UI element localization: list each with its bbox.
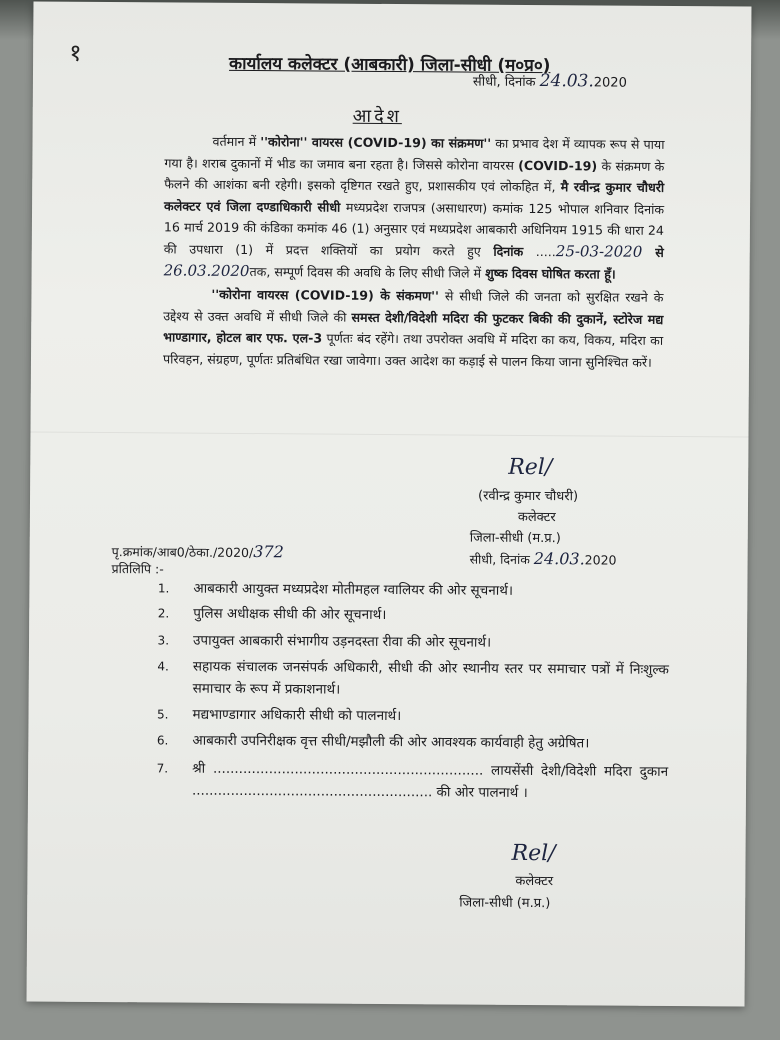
office-title: कार्यालय कलेक्टर (आबकारी) जिला-सीधी (म०प्र०) (228, 53, 551, 77)
para1-text-5: तक, सम्पूर्ण दिवस की अवधि के लिए सीधी जिले में (249, 263, 486, 281)
para2-text-1: से सीधी जिले की जनता को सुरक्षित रखने के उद्देश्य से उक्त अवधि में सीधी जिले की (163, 288, 664, 325)
copy-item-number: 1. (157, 581, 170, 596)
header-date-handwritten: 24.03. (539, 71, 594, 92)
copy-item (138, 703, 668, 729)
copy-item-text: मद्यभाण्डागार अधिकारी सीधी को पालनार्थ। (192, 706, 402, 725)
copy-list (138, 577, 670, 805)
collector-designation: कलेक्टर (517, 509, 556, 526)
file-mark: १ (69, 38, 82, 67)
collector-office-2: जिला-सीधी (म.प्र.) (459, 895, 551, 912)
para1-bold-collector: मै रवीन्द्र कुमार चौधरी कलेक्टर एवं जिला दण्डाधिकारी सीधी (164, 179, 665, 215)
copy-item-text: आबकारी उपनिरीक्षक वृत्त सीधी/मझौली की ओर आवश्यक कार्यवाही हेतु अग्रेषित। (192, 732, 590, 752)
copy-item (139, 602, 669, 628)
header-date (473, 71, 627, 92)
copy-item-text: उपायुक्त आबकारी संभागीय उड़नदस्ता रीवा की ओर सूचनार्थ। (192, 632, 492, 651)
copy-to-label: प्रतिलिपि :- (111, 561, 164, 577)
reference-date (470, 549, 617, 569)
copy-item (138, 757, 668, 805)
order-heading: आदेश (352, 105, 402, 128)
reference-date-year: 2020 (584, 552, 617, 568)
header-date-prefix: सीधी, दिनांक (472, 74, 536, 91)
order-paragraph-2 (163, 284, 664, 374)
para1-text-2: का प्रभाव देश में व्यापक रूप से पाया गया है। शराब दुकानों में भीड का जमाव बना रहता है। जिससे कोरोना वायरस (164, 135, 665, 173)
copy-item (139, 655, 669, 703)
copy-item-number: 3. (157, 633, 170, 648)
para1-bold-date-label: दिनांक (493, 243, 524, 259)
reference-date-prefix: सीधी, दिनांक (469, 551, 530, 567)
copy-item-text: पुलिस अधीक्षक सीधी की ओर सूचनार्थ। (193, 605, 387, 623)
copy-item-number: 7. (156, 761, 169, 776)
para1-dots: ..... (523, 243, 556, 260)
copy-item (139, 629, 669, 655)
date-from-handwritten: 25-03-2020 (555, 242, 643, 261)
paper-document (27, 2, 752, 1007)
para1-se: से (642, 244, 664, 260)
copy-item-number: 2. (157, 606, 170, 621)
copy-item (138, 729, 668, 755)
order-body (163, 130, 665, 373)
reference-number-handwritten: 372 (253, 542, 284, 562)
paper-fold (30, 431, 748, 437)
reference-number (112, 541, 284, 561)
copy-item-number: 5. (157, 707, 169, 722)
reference-date-handwritten: 24.03. (533, 549, 585, 569)
para2-bold-covid: ''कोरोना वायरस (COVID-19) के संकमण'' (211, 286, 439, 304)
order-paragraph-1 (164, 130, 665, 285)
copy-item-number: 4. (157, 659, 169, 674)
para2-bold-shops: समस्त देशी/विदेशी मदिरा की फुटकर बिकी की दुकानें, स्टोरेज मद्य भाण्डागार, होटल बार एफ. एल-3 (163, 309, 664, 346)
copy-item-text: सहायक संचालक जनसंपर्क अधिकारी, सीधी की ओर स्थानीय स्तर पर समाचार पत्रों में निःशुल्क समाचार के रूप में प्रकाशनार्थ। (192, 658, 669, 698)
collector-designation-2: कलेक्टर (515, 873, 554, 890)
collector-name: (रवीन्द्र कुमार चौधरी) (478, 488, 579, 505)
para1-bold-covid: ''कोरोना'' वायरस (COVID-19) का संक्रमण'' (260, 134, 492, 151)
para1-text-4: मध्यप्रदेश राजपत्र (असाधारण) कमांक 125 भोपाल शनिवार दिनांक 16 मार्च 2019 की कंडिका कमांक 46 (1) अनुसार एवं मध्यप्रदेश आबकारी अधिनियम 1915 की धारा 24 की उपधारा (1) में प्रदत्त शक्तियों का प्रयोग करते हुए (163, 199, 665, 259)
signature-scribble-1: Rel/ (508, 454, 553, 481)
para1-bold-covid-code: (COVID-19) (518, 157, 598, 174)
date-to-handwritten: 26.03.2020 (163, 260, 250, 280)
para1-text-3: के संक्रमण के फैलने की आशंका बनी रहेगी। इसको दृष्टिगत रखते हुए, प्रशासकीय एवं लोकहित में, (164, 158, 665, 195)
header-date-year: 2020 (593, 75, 627, 91)
copy-item-number: 6. (156, 733, 169, 748)
copy-item-text: आबकारी आयुक्त मध्यप्रदेश मोतीमहल ग्वालियर की ओर सूचनार्थ। (193, 580, 514, 599)
reference-prefix: पृ.क्रमांक/आब0/ठेका./2020/ (111, 544, 254, 561)
copy-item-text: श्री ............................................................... लायसेंसी देशी/विदेशी मदिरा दुकान ........................................................ की ओर पालनार्थ । (191, 760, 669, 801)
para2-text-2: पूर्णतः बंद रहेंगे। तथा उपरोक्त अवधि में मदिरा का कय, विकय, मदिरा का परिवहन, संग्रहण, पूर्णतः प्रतिबंधित रखा जावेगा। उक्त आदेश का कड़ाई से पालन किया जाना सुनिश्चित करें। (162, 330, 664, 370)
para1-text-1: वर्तमान में (212, 133, 261, 150)
copy-item (139, 577, 669, 603)
collector-office: जिला-सीधी (म.प्र.) (469, 530, 561, 547)
signature-scribble-2: Rel/ (511, 840, 556, 867)
para1-bold-dry-day: शुष्क दिवस घोषित करता हूँ। (485, 265, 616, 282)
